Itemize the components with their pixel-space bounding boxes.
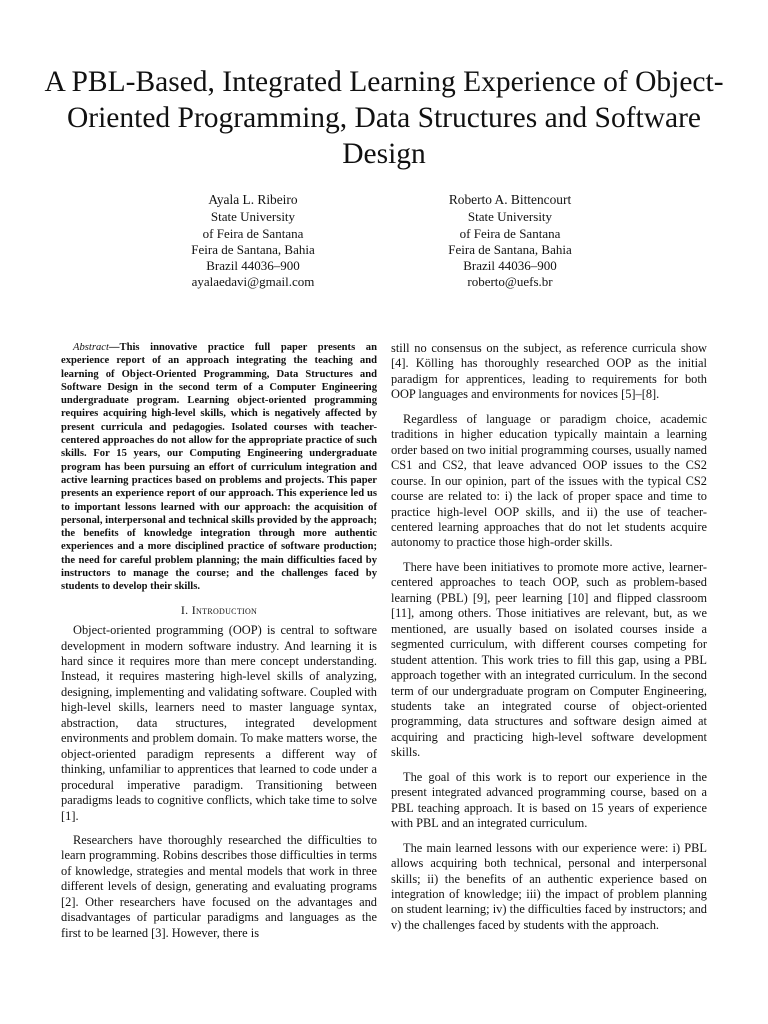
author-affiliation-line: Feira de Santana, Bahia [448, 241, 572, 257]
author-affiliation-line: State University [210, 209, 296, 225]
right-column [391, 341, 707, 942]
body-paragraph: Regardless of language or paradigm choice, academic traditions in higher education typically maintain a learning order based on two initial programming courses, usually named CS1 and CS2, that leave advanced OOP issues to the CS2 course. In our opinion, part of the issues with the typical CS2 course are related to: i) the lack of proper space and time to practice high-level OOP skills, and ii) the use of teacher-centered learning approaches that do not let students acquire autonomy to practice those high-order skills. [391, 411, 707, 550]
author-affiliation-line: of Feira de Santana [459, 225, 561, 241]
author-affiliation-line: of Feira de Santana [202, 225, 304, 241]
body-paragraph: still no consensus on the subject, as reference curricula show [4]. Kölling has thoroughly researched OOP as the initial paradigm for apprentices, leading to requirements for both OOP languages and environments for novices [5]–[8]. [391, 341, 707, 402]
author-affiliation-line: Feira de Santana, Bahia [191, 241, 315, 257]
abstract-body: This innovative practice full paper presents an experience report of an approach integrating the teaching and learning of Object-Oriented Programming, Data Structures and Software Design in the second term of a Computer Engineering undergraduate program. Learning object-oriented programming requires acquiring high-level skills, which is negatively affected by present curricula and pedagogies. Isolated courses with teacher-centered approaches do not allow for the appropriate practice of such skills. For 15 years, our Computing Engineering undergraduate program has been pursuing an effort of curriculum integration and active learning practices based on problems and projects. This paper presents an experience report of our approach. This experience led us to important lessons learned with our approach: the acquisition of personal, interpersonal and technical skills provided by the approach; the benefits of knowledge integration through more authentic experiences and a more disciplined practice of software production; the need for careful problem planning; the main difficulties faced by instructors to manage the course; and the challenges faced by students to develop their skills. [61, 342, 377, 593]
body-paragraph: Researchers have thoroughly researched the difficulties to learn programming. Robins describes those difficulties in terms of knowledge, strategies and mental models that work in three different levels of design, generating and evaluating programs [2]. Other researchers have focused on the advantages and disadvantages of particular paradigms and languages as the first to be learned [3]. However, there is [61, 832, 377, 940]
body-paragraph: Object-oriented programming (OOP) is central to software development in modern software industry. And learning it is hard since it requires more than mere concept understanding. Instead, it requires mastering high-level skills of analyzing, designing, implementing and validating software. Coupled with high-level skills, learners need to master language syntax, abstraction, data structures, integrated development environments and problem domain. To make matters worse, the object-oriented paradigm represents a different way of thinking, unfamiliar to apprentices that learned to code under a procedural imperative paradigm. Transitioning between paradigms leads to cognitive conflicts, which take time to solve [1]. [61, 623, 377, 823]
author-block-2 [395, 192, 625, 291]
body-paragraph: There have been initiatives to promote more active, learner-centered approaches to teach OOP, such as problem-based learning (PBL) [9], peer learning [10] and flipped classroom [11], among others. Those initiatives are relevant, but, as we mentioned, are usually based on isolated courses inside a segmented curriculum, with different courses competing for student attention. This work tries to fill this gap, using a PBL approach together with an integrated curriculum. In the second term of our undergraduate program on Computer Engineering, students take an integrated course of object-oriented programming, data structures and software design aimed at acquiring and practicing high-level software development skills. [391, 559, 707, 760]
author-block-1 [138, 192, 368, 291]
author-affiliation-line: Brazil 44036–900 [463, 258, 557, 274]
abstract [61, 341, 377, 594]
author-email: roberto@uefs.br [467, 274, 553, 290]
author-email: ayalaedavi@gmail.com [191, 274, 315, 290]
author-affiliation-line: State University [467, 209, 553, 225]
abstract-dash: — [108, 342, 120, 353]
author-affiliation-line: Brazil 44036–900 [206, 258, 300, 274]
author-name: Ayala L. Ribeiro [208, 192, 298, 207]
paper-title: A PBL-Based, Integrated Learning Experience of Object-Oriented Programming, Data Structures and Software Design [44, 66, 724, 170]
abstract-label: Abstract [73, 342, 109, 353]
author-name: Roberto A. Bittencourt [448, 192, 572, 207]
section-heading-introduction: I. Introduction [180, 602, 258, 617]
left-column [61, 341, 377, 950]
body-paragraph: The goal of this work is to report our experience in the present integrated advanced programming course, based on a PBL teaching approach. It is based on 15 years of experience with PBL and an integrated curriculum. [391, 769, 707, 831]
body-paragraph: The main learned lessons with our experience were: i) PBL allows acquiring both technical, personal and interpersonal skills; ii) the benefits of an authentic experience based on integration of knowledge; iii) the impact of problem planning on student learning; iv) the difficulties faced by instructors; and v) the challenges faced by students with the approach. [391, 840, 707, 932]
